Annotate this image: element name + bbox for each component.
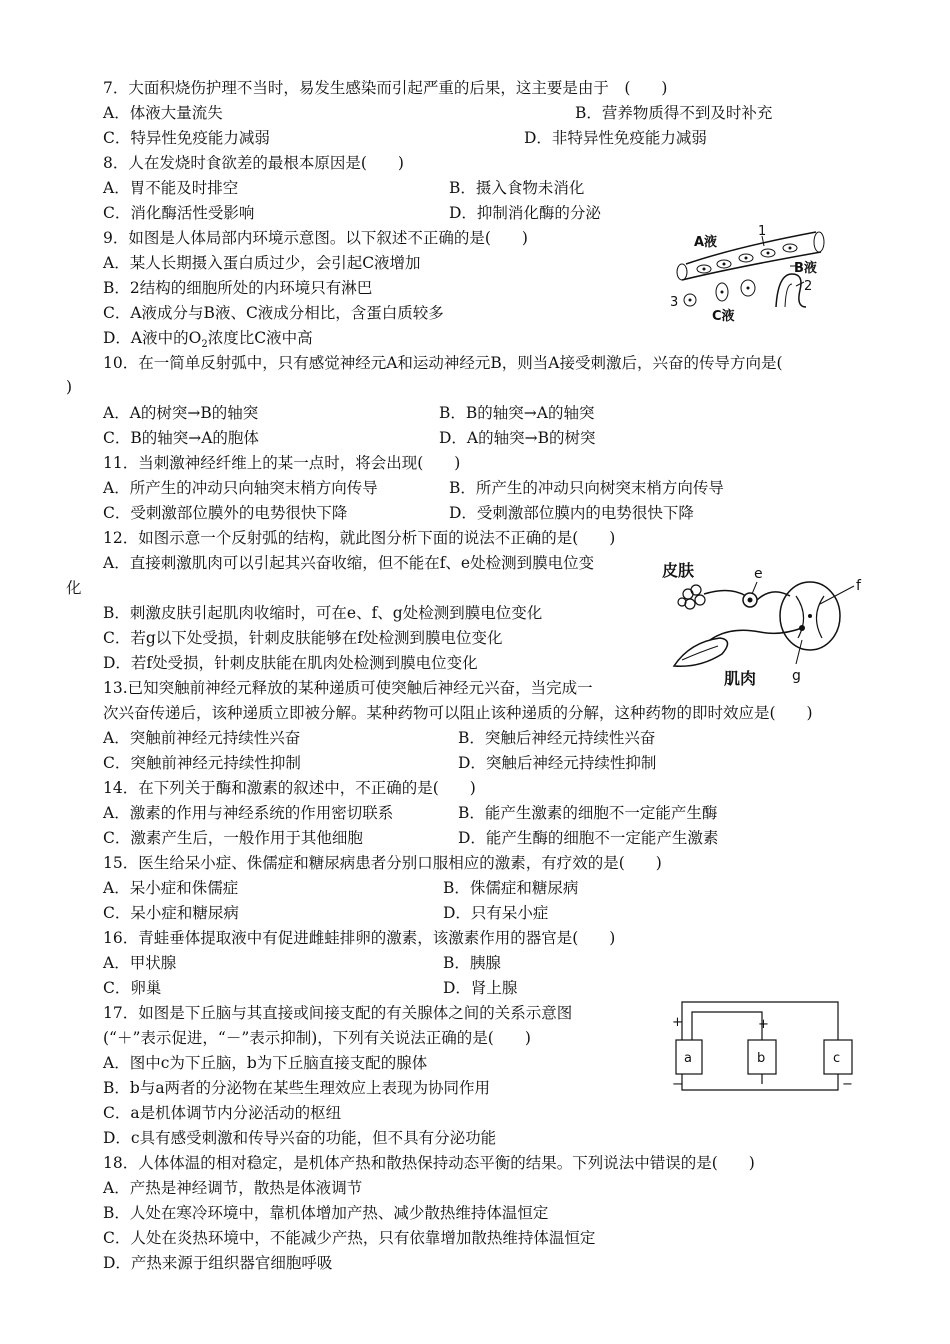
q18-stem: 18．人体体温的相对稳定，是机体产热和散热保持动态平衡的结果。下列说法中错误的是( ) bbox=[103, 1154, 755, 1172]
label-c-fluid: C液 bbox=[712, 309, 735, 324]
q11-option-b: B．所产生的冲动只向树突末梢方向传导 bbox=[449, 479, 724, 497]
q11-option-a: A．所产生的冲动只向轴突末梢方向传导 bbox=[103, 479, 378, 497]
hypothalamus-gland-figure bbox=[670, 996, 860, 1098]
label-g: g bbox=[792, 668, 801, 684]
box-a: a bbox=[684, 1051, 692, 1066]
minus-sign-a: − bbox=[672, 1077, 683, 1092]
q12-option-d: D．若f处受损，针刺皮肤能在肌肉处检测到膜电位变化 bbox=[103, 654, 478, 672]
q11-stem: 11．当刺激神经纤维上的某一点时，将会出现( ) bbox=[103, 454, 461, 472]
q7-option-d: D．非特异性免疫能力减弱 bbox=[524, 129, 707, 147]
q17-option-d: D．c具有感受刺激和传导兴奋的功能，但不具有分泌功能 bbox=[103, 1129, 497, 1147]
q10-stem: 10．在一简单反射弧中，只有感觉神经元A和运动神经元B，则当A接受刺激后，兴奋的传导方向是( bbox=[103, 354, 783, 372]
box-b: b bbox=[757, 1051, 766, 1066]
q15-option-c: C．呆小症和糖尿病 bbox=[103, 904, 239, 922]
q13-option-c: C．突触前神经元持续性抑制 bbox=[103, 754, 301, 772]
q18-option-d: D．产热来源于组织器官细胞呼吸 bbox=[103, 1254, 333, 1272]
q13-option-d: D．突触后神经元持续性抑制 bbox=[458, 754, 657, 772]
q10-stem-cont: ) bbox=[66, 378, 73, 396]
label-muscle: 肌肉 bbox=[724, 669, 757, 688]
q16-option-b: B．胰腺 bbox=[443, 954, 501, 972]
q13-option-b: B．突触后神经元持续性兴奋 bbox=[458, 729, 656, 747]
q11-option-c: C．受刺激部位膜外的电势很快下降 bbox=[103, 504, 348, 522]
q9-option-c: C．A液成分与B液、C液成分相比，含蛋白质较多 bbox=[103, 304, 444, 322]
q12-option-b: B．刺激皮肤引起肌肉收缩时，可在e、f、g处检测到膜电位变化 bbox=[103, 604, 543, 622]
q15-option-b: B．侏儒症和糖尿病 bbox=[443, 879, 579, 897]
reflex-arc-figure bbox=[660, 556, 870, 691]
q10-option-d: D．A的轴突→B的树突 bbox=[439, 429, 596, 447]
q10-option-b: B．B的轴突→A的轴突 bbox=[439, 404, 595, 422]
q7-option-b: B．营养物质得不到及时补充 bbox=[575, 104, 773, 122]
box-c: c bbox=[833, 1051, 841, 1066]
q17-stem-cont: (“＋”表示促进，“－”表示抑制)，下列有关说法正确的是( ) bbox=[103, 1029, 531, 1047]
q16-option-c: C．卵巢 bbox=[103, 979, 162, 997]
q7-option-c: C．特异性免疫能力减弱 bbox=[103, 129, 270, 147]
q18-option-c: C．人处在炎热环境中，不能减少产热，只有依靠增加散热维持体温恒定 bbox=[103, 1229, 596, 1247]
plus-sign-a: + bbox=[672, 1015, 683, 1030]
label-2: 2 bbox=[804, 279, 813, 294]
q17-stem: 17．如图是下丘脑与其直接或间接支配的有关腺体之间的关系示意图 bbox=[103, 1004, 573, 1022]
q17-option-a: A．图中c为下丘脑，b为下丘脑直接支配的腺体 bbox=[103, 1054, 428, 1072]
q9-stem: 9．如图是人体局部内环境示意图。以下叙述不正确的是( ) bbox=[103, 229, 528, 247]
label-f: f bbox=[856, 578, 861, 594]
q16-option-d: D．肾上腺 bbox=[443, 979, 518, 997]
minus-sign-c: − bbox=[842, 1077, 853, 1092]
q7-stem: 7．大面积烧伤护理不当时，易发生感染而引起严重的后果，这主要是由于 ( ) bbox=[103, 79, 668, 97]
q14-option-b: B．能产生激素的细胞不一定能产生酶 bbox=[458, 804, 718, 822]
q18-option-a: A．产热是神经调节，散热是体液调节 bbox=[103, 1179, 363, 1197]
q14-option-c: C．激素产生后，一般作用于其他细胞 bbox=[103, 829, 363, 847]
q14-option-a: A．激素的作用与神经系统的作用密切联系 bbox=[103, 804, 394, 822]
q12-option-c: C．若g以下处受损，针刺皮肤能够在f处检测到膜电位变化 bbox=[103, 629, 503, 647]
internal-environment-figure bbox=[666, 222, 836, 327]
q8-option-a: A．胃不能及时排空 bbox=[103, 179, 239, 197]
q15-option-a: A．呆小症和侏儒症 bbox=[103, 879, 239, 897]
q10-option-c: C．B的轴突→A的胞体 bbox=[103, 429, 259, 447]
label-1: 1 bbox=[758, 224, 767, 239]
label-e: e bbox=[754, 566, 763, 582]
q12-option-a-cont: 化 bbox=[66, 579, 82, 597]
q9-option-d: D．A液中的$O_2$浓度比C液中高 bbox=[103, 329, 313, 351]
label-b-fluid: B液 bbox=[794, 261, 817, 276]
q18-option-b: B．人处在寒冷环境中，靠机体增加产热、减少散热维持体温恒定 bbox=[103, 1204, 549, 1222]
q17-option-b: B．b与a两者的分泌物在某些生理效应上表现为协同作用 bbox=[103, 1079, 491, 1097]
q14-stem: 14．在下列关于酶和激素的叙述中，不正确的是( ) bbox=[103, 779, 476, 797]
q12-option-a: A．直接刺激肌肉可以引起其兴奋收缩，但不能在f、e处检测到膜电位变 bbox=[103, 554, 595, 572]
q8-option-b: B．摄入食物未消化 bbox=[449, 179, 585, 197]
q16-option-a: A．甲状腺 bbox=[103, 954, 177, 972]
q8-stem: 8．人在发烧时食欲差的最根本原因是( ) bbox=[103, 154, 404, 172]
q9-option-a: A．某人长期摄入蛋白质过少，会引起C液增加 bbox=[103, 254, 421, 272]
q12-stem: 12．如图示意一个反射弧的结构，就此图分析下面的说法不正确的是( ) bbox=[103, 529, 616, 547]
q14-option-d: D．能产生酶的细胞不一定能产生激素 bbox=[458, 829, 719, 847]
label-a-fluid: A液 bbox=[694, 235, 718, 250]
q16-stem: 16．青蛙垂体提取液中有促进雌蛙排卵的激素，该激素作用的器官是( ) bbox=[103, 929, 616, 947]
q11-option-d: D．受刺激部位膜内的电势很快下降 bbox=[449, 504, 694, 522]
q15-stem: 15．医生给呆小症、侏儒症和糖尿病患者分别口服相应的激素，有疗效的是( ) bbox=[103, 854, 662, 872]
q13-stem: 13.已知突触前神经元释放的某种递质可使突触后神经元兴奋，当完成一 bbox=[103, 679, 593, 697]
q8-option-d: D．抑制消化酶的分泌 bbox=[449, 204, 601, 222]
q10-option-a: A．A的树突→B的轴突 bbox=[103, 404, 259, 422]
q13-stem-cont: 次兴奋传递后，该种递质立即被分解。某种药物可以阻止该种递质的分解，这种药物的即时效应是( ) bbox=[103, 704, 813, 722]
q15-option-d: D．只有呆小症 bbox=[443, 904, 549, 922]
plus-sign-b: + bbox=[758, 1017, 769, 1032]
q13-option-a: A．突触前神经元持续性兴奋 bbox=[103, 729, 301, 747]
q9-option-b: B．2结构的细胞所处的内环境只有淋巴 bbox=[103, 279, 373, 297]
q7-option-a: A．体液大量流失 bbox=[103, 104, 223, 122]
q8-option-c: C．消化酶活性受影响 bbox=[103, 204, 255, 222]
label-3: 3 bbox=[670, 295, 679, 310]
label-skin: 皮肤 bbox=[662, 561, 695, 580]
q17-option-c: C．a是机体调节内分泌活动的枢纽 bbox=[103, 1104, 342, 1122]
